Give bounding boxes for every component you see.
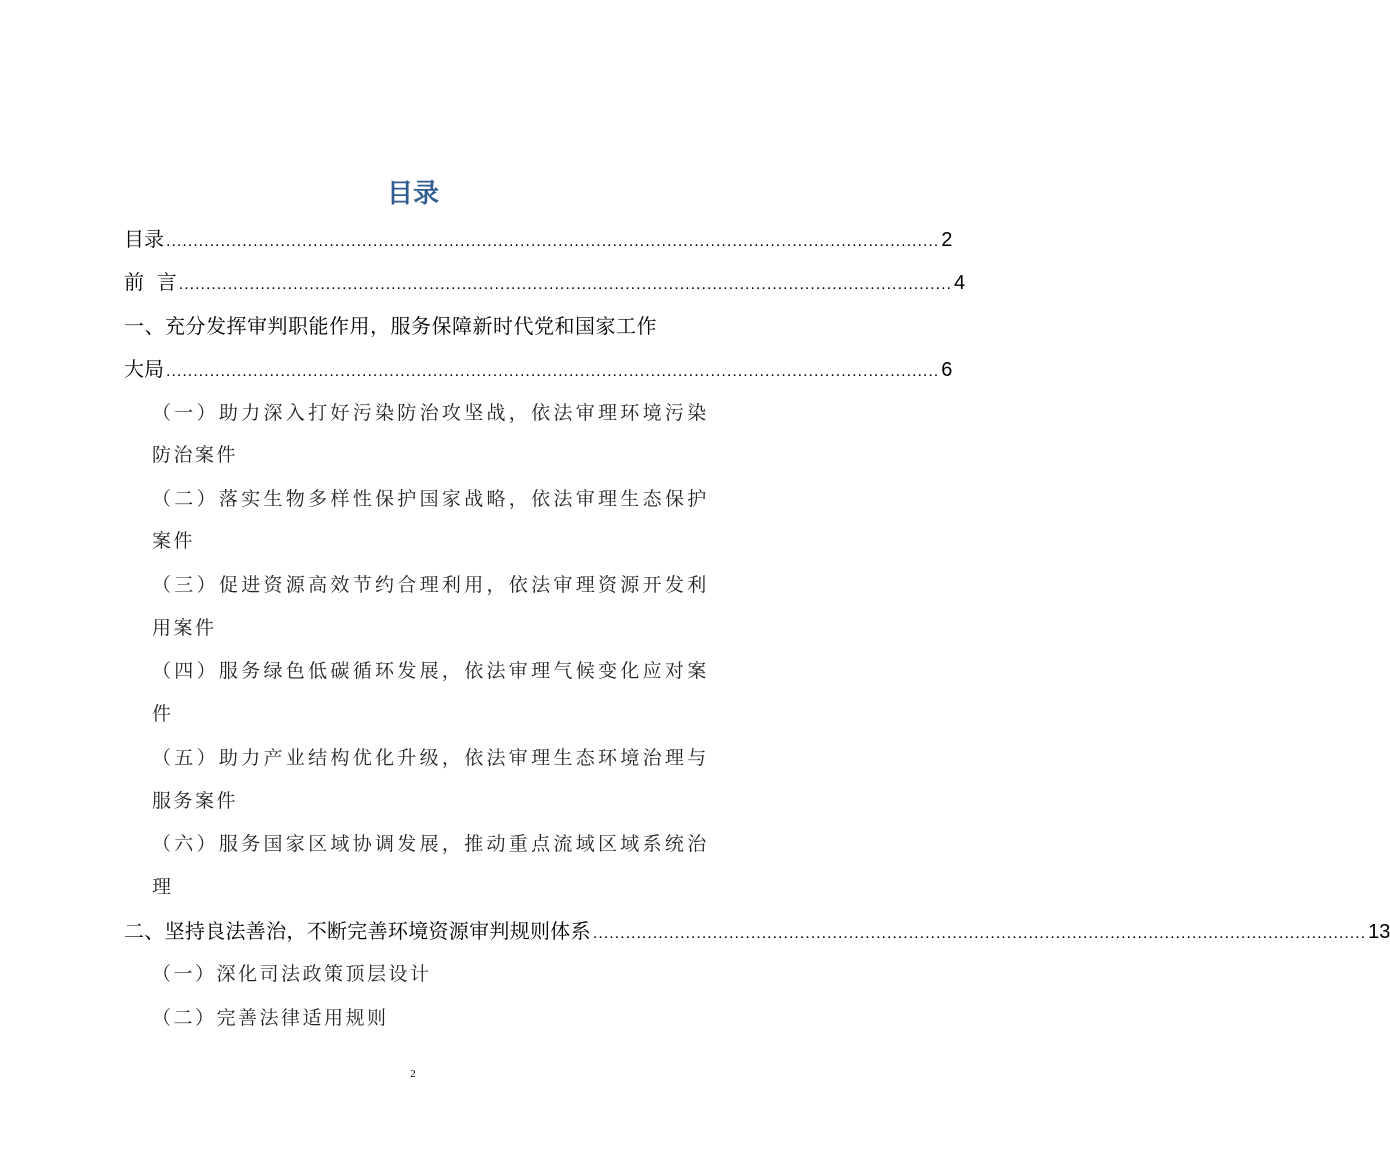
toc-subentry-line2[interactable]: 用案件 bbox=[152, 617, 217, 639]
leader-dots: .............................................................................................................................................. bbox=[166, 363, 940, 380]
page-title: 目录 bbox=[386, 179, 439, 209]
toc-subentry[interactable]: （二）完善法律适用规则 bbox=[152, 1007, 389, 1029]
leader-dots: .............................................................................................................................................. bbox=[178, 276, 952, 293]
toc-entry-text: 目录 bbox=[124, 227, 164, 251]
toc-page-number: 2 bbox=[941, 229, 953, 251]
toc-subentry-line2[interactable]: 理 bbox=[152, 876, 174, 898]
toc-subentry-line2[interactable]: 服务案件 bbox=[152, 790, 239, 812]
toc-entry-text: 二、坚持良法善治，不断完善环境资源审判规则体系 bbox=[124, 919, 591, 943]
toc-entry-section1[interactable] bbox=[124, 352, 953, 386]
toc-entry-text: 前 言 bbox=[124, 270, 177, 294]
toc-entry-section1-line1[interactable]: 一、充分发挥审判职能作用，服务保障新时代党和国家工作 bbox=[124, 314, 657, 338]
toc-subentry-line1[interactable]: （二）落实生物多样性保护国家战略，依法审理生态保护 bbox=[152, 488, 710, 510]
page-number: 2 bbox=[410, 1068, 416, 1080]
toc-page-number: 4 bbox=[953, 272, 966, 294]
toc-subentry-line1[interactable]: （六）服务国家区域协调发展，推动重点流域区域系统治 bbox=[152, 833, 710, 855]
toc-subentry-line1[interactable]: （五）助力产业结构优化升级，依法审理生态环境治理与 bbox=[152, 747, 710, 769]
toc-entry-text: 大局 bbox=[124, 357, 164, 381]
toc-subentry-line2[interactable]: 件 bbox=[152, 703, 174, 725]
toc-entry-section2[interactable] bbox=[124, 914, 1390, 948]
toc-subentry-line1[interactable]: （三）促进资源高效节约合理利用，依法审理资源开发利 bbox=[152, 574, 710, 596]
toc-entry-preface[interactable] bbox=[124, 265, 966, 299]
toc-subentry-line2[interactable]: 案件 bbox=[152, 530, 196, 552]
toc-subentry-line2[interactable]: 防治案件 bbox=[152, 444, 239, 466]
leader-dots: .............................................................................................................................................. bbox=[166, 233, 940, 250]
toc-entry-contents[interactable] bbox=[124, 222, 953, 256]
toc-page-number: 13 bbox=[1368, 921, 1390, 943]
toc-subentry[interactable]: （一）深化司法政策顶层设计 bbox=[152, 963, 432, 985]
toc-subentry-line1[interactable]: （一）助力深入打好污染防治攻坚战，依法审理环境污染 bbox=[152, 402, 710, 424]
toc-subentry-line1[interactable]: （四）服务绿色低碳循环发展，依法审理气候变化应对案 bbox=[152, 660, 710, 682]
leader-dots: .............................................................................................................................................. bbox=[592, 925, 1367, 942]
toc-page-number: 6 bbox=[941, 359, 953, 381]
